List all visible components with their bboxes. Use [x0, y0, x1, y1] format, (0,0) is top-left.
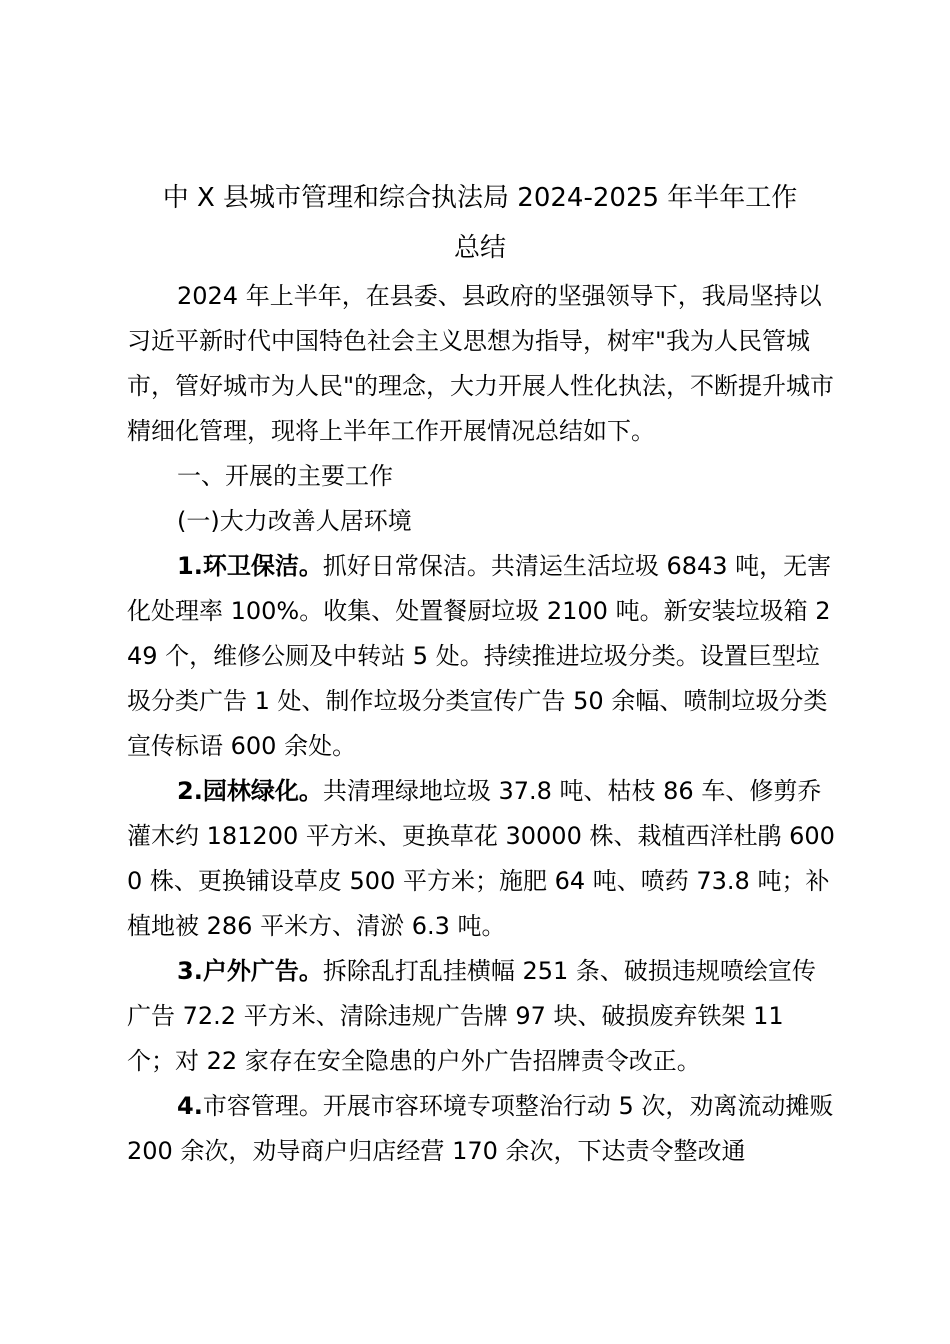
item-lead: 3.户外广告。: [177, 957, 323, 985]
subsection-heading: (一)大力改善人居环境: [177, 507, 412, 535]
item-lead: 2.园林绿化。: [177, 777, 323, 805]
document-title: [125, 173, 835, 273]
item-paragraph: [127, 769, 835, 949]
item-paragraph: [127, 544, 835, 769]
title-line-2: 总结: [453, 233, 506, 263]
item-lead: 1.环卫保洁。: [177, 552, 323, 580]
item-text: 市容管理。开展市容环境专项整治行动 5 次，劝离流动摊贩 200 余次，劝导商户归店经营 170 余次，下达责令整改通: [127, 1092, 841, 1165]
document-body: [127, 274, 841, 1174]
intro-paragraph: 2024 年上半年，在县委、县政府的坚强领导下，我局坚持以习近平新时代中国特色社会主义思想为指导，树牢"我为人民管城市，管好城市为人民"的理念，大力开展人性化执法，不断提升城市精细化管理，现将上半年工作开展情况总结如下。: [127, 282, 835, 445]
item-paragraph: [127, 1084, 841, 1174]
item-text: 拆除乱打乱挂横幅 251 条、破损违规喷绘宣传广告 72.2 平方米、清除违规广告牌 97 块、破损废弃铁架 11 个；对 22 家存在安全隐患的户外广告招牌责令改正。: [127, 957, 816, 1075]
item-text: 抓好日常保洁。共清运生活垃圾 6843 吨，无害化处理率 100%。收集、处置餐厨垃圾 2100 吨。新安装垃圾箱 249 个，维修公厕及中转站 5 处。持续推进垃圾分类。设置巨型垃圾分类广告 1 处、制作垃圾分类宣传广告 50 余幅、喷制垃圾分类宣传标语 600 余处。: [127, 552, 832, 760]
item-text: 共清理绿地垃圾 37.8 吨、枯枝 86 车、修剪乔灌木约 181200 平方米、更换草花 30000 株、栽植西洋杜鹃 6000 株、更换铺设草皮 500 平方米；施肥 64 吨、喷药 73.8 吨；补植地被 286 平米方、清淤 6.3 吨。: [127, 777, 835, 940]
section-heading: 一、开展的主要工作: [177, 462, 393, 490]
item-paragraph: [127, 949, 835, 1084]
item-lead: 4.: [177, 1092, 203, 1120]
title-line-1: 中 X 县城市管理和综合执法局 2024-2025 年半年工作: [162, 183, 798, 213]
